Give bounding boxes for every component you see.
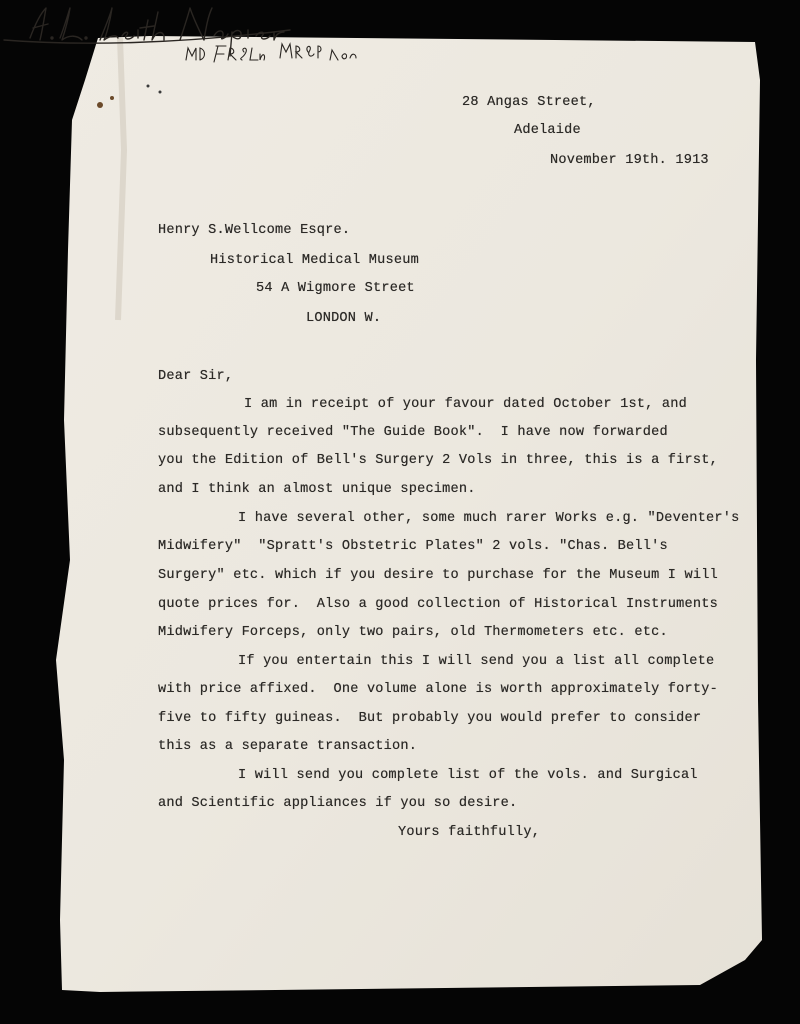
body-line: this as a separate transaction. xyxy=(158,739,418,754)
recipient-street: 54 A Wigmore Street xyxy=(256,281,415,296)
body-line: If you entertain this I will send you a list all complete xyxy=(238,654,715,669)
body-line: five to fifty guineas. But probably you would prefer to consider xyxy=(158,711,702,726)
stain xyxy=(97,102,103,108)
recipient-city: LONDON W. xyxy=(306,311,382,326)
body-line: I am in receipt of your favour dated October 1st, and xyxy=(244,397,687,412)
body-line: subsequently received "The Guide Book". I have now forwarded xyxy=(158,425,668,440)
letter-date: November 19th. 1913 xyxy=(550,153,709,168)
recipient-name: Henry S.Wellcome Esqre. xyxy=(158,223,351,238)
body-line: and Scientific appliances if you so desire. xyxy=(158,796,518,811)
body-line: I have several other, some much rarer Works e.g. "Deventer's xyxy=(238,511,740,526)
body-line: and I think an almost unique specimen. xyxy=(158,482,476,497)
body-line: Midwifery Forceps, only two pairs, old Thermometers etc. etc. xyxy=(158,625,668,640)
body-line: Surgery" etc. which if you desire to purchase for the Museum I will xyxy=(158,568,718,583)
body-line: with price affixed. One volume alone is worth approximately forty- xyxy=(158,682,718,697)
body-line: Midwifery" "Spratt's Obstetric Plates" 2 vols. "Chas. Bell's xyxy=(158,539,668,554)
body-line: I will send you complete list of the vols. and Surgical xyxy=(238,768,698,783)
stain xyxy=(110,96,114,100)
stain xyxy=(159,91,162,94)
sender-street: 28 Angas Street, xyxy=(462,95,596,110)
recipient-institution: Historical Medical Museum xyxy=(210,253,419,268)
body-line: you the Edition of Bell's Surgery 2 Vols in three, this is a first, xyxy=(158,453,718,468)
sender-city: Adelaide xyxy=(514,123,581,138)
closing: Yours faithfully, xyxy=(398,825,541,840)
handwritten-signature xyxy=(0,0,400,70)
salutation: Dear Sir, xyxy=(158,369,234,384)
body-line: quote prices for. Also a good collection of Historical Instruments xyxy=(158,597,718,612)
stain xyxy=(147,85,150,88)
